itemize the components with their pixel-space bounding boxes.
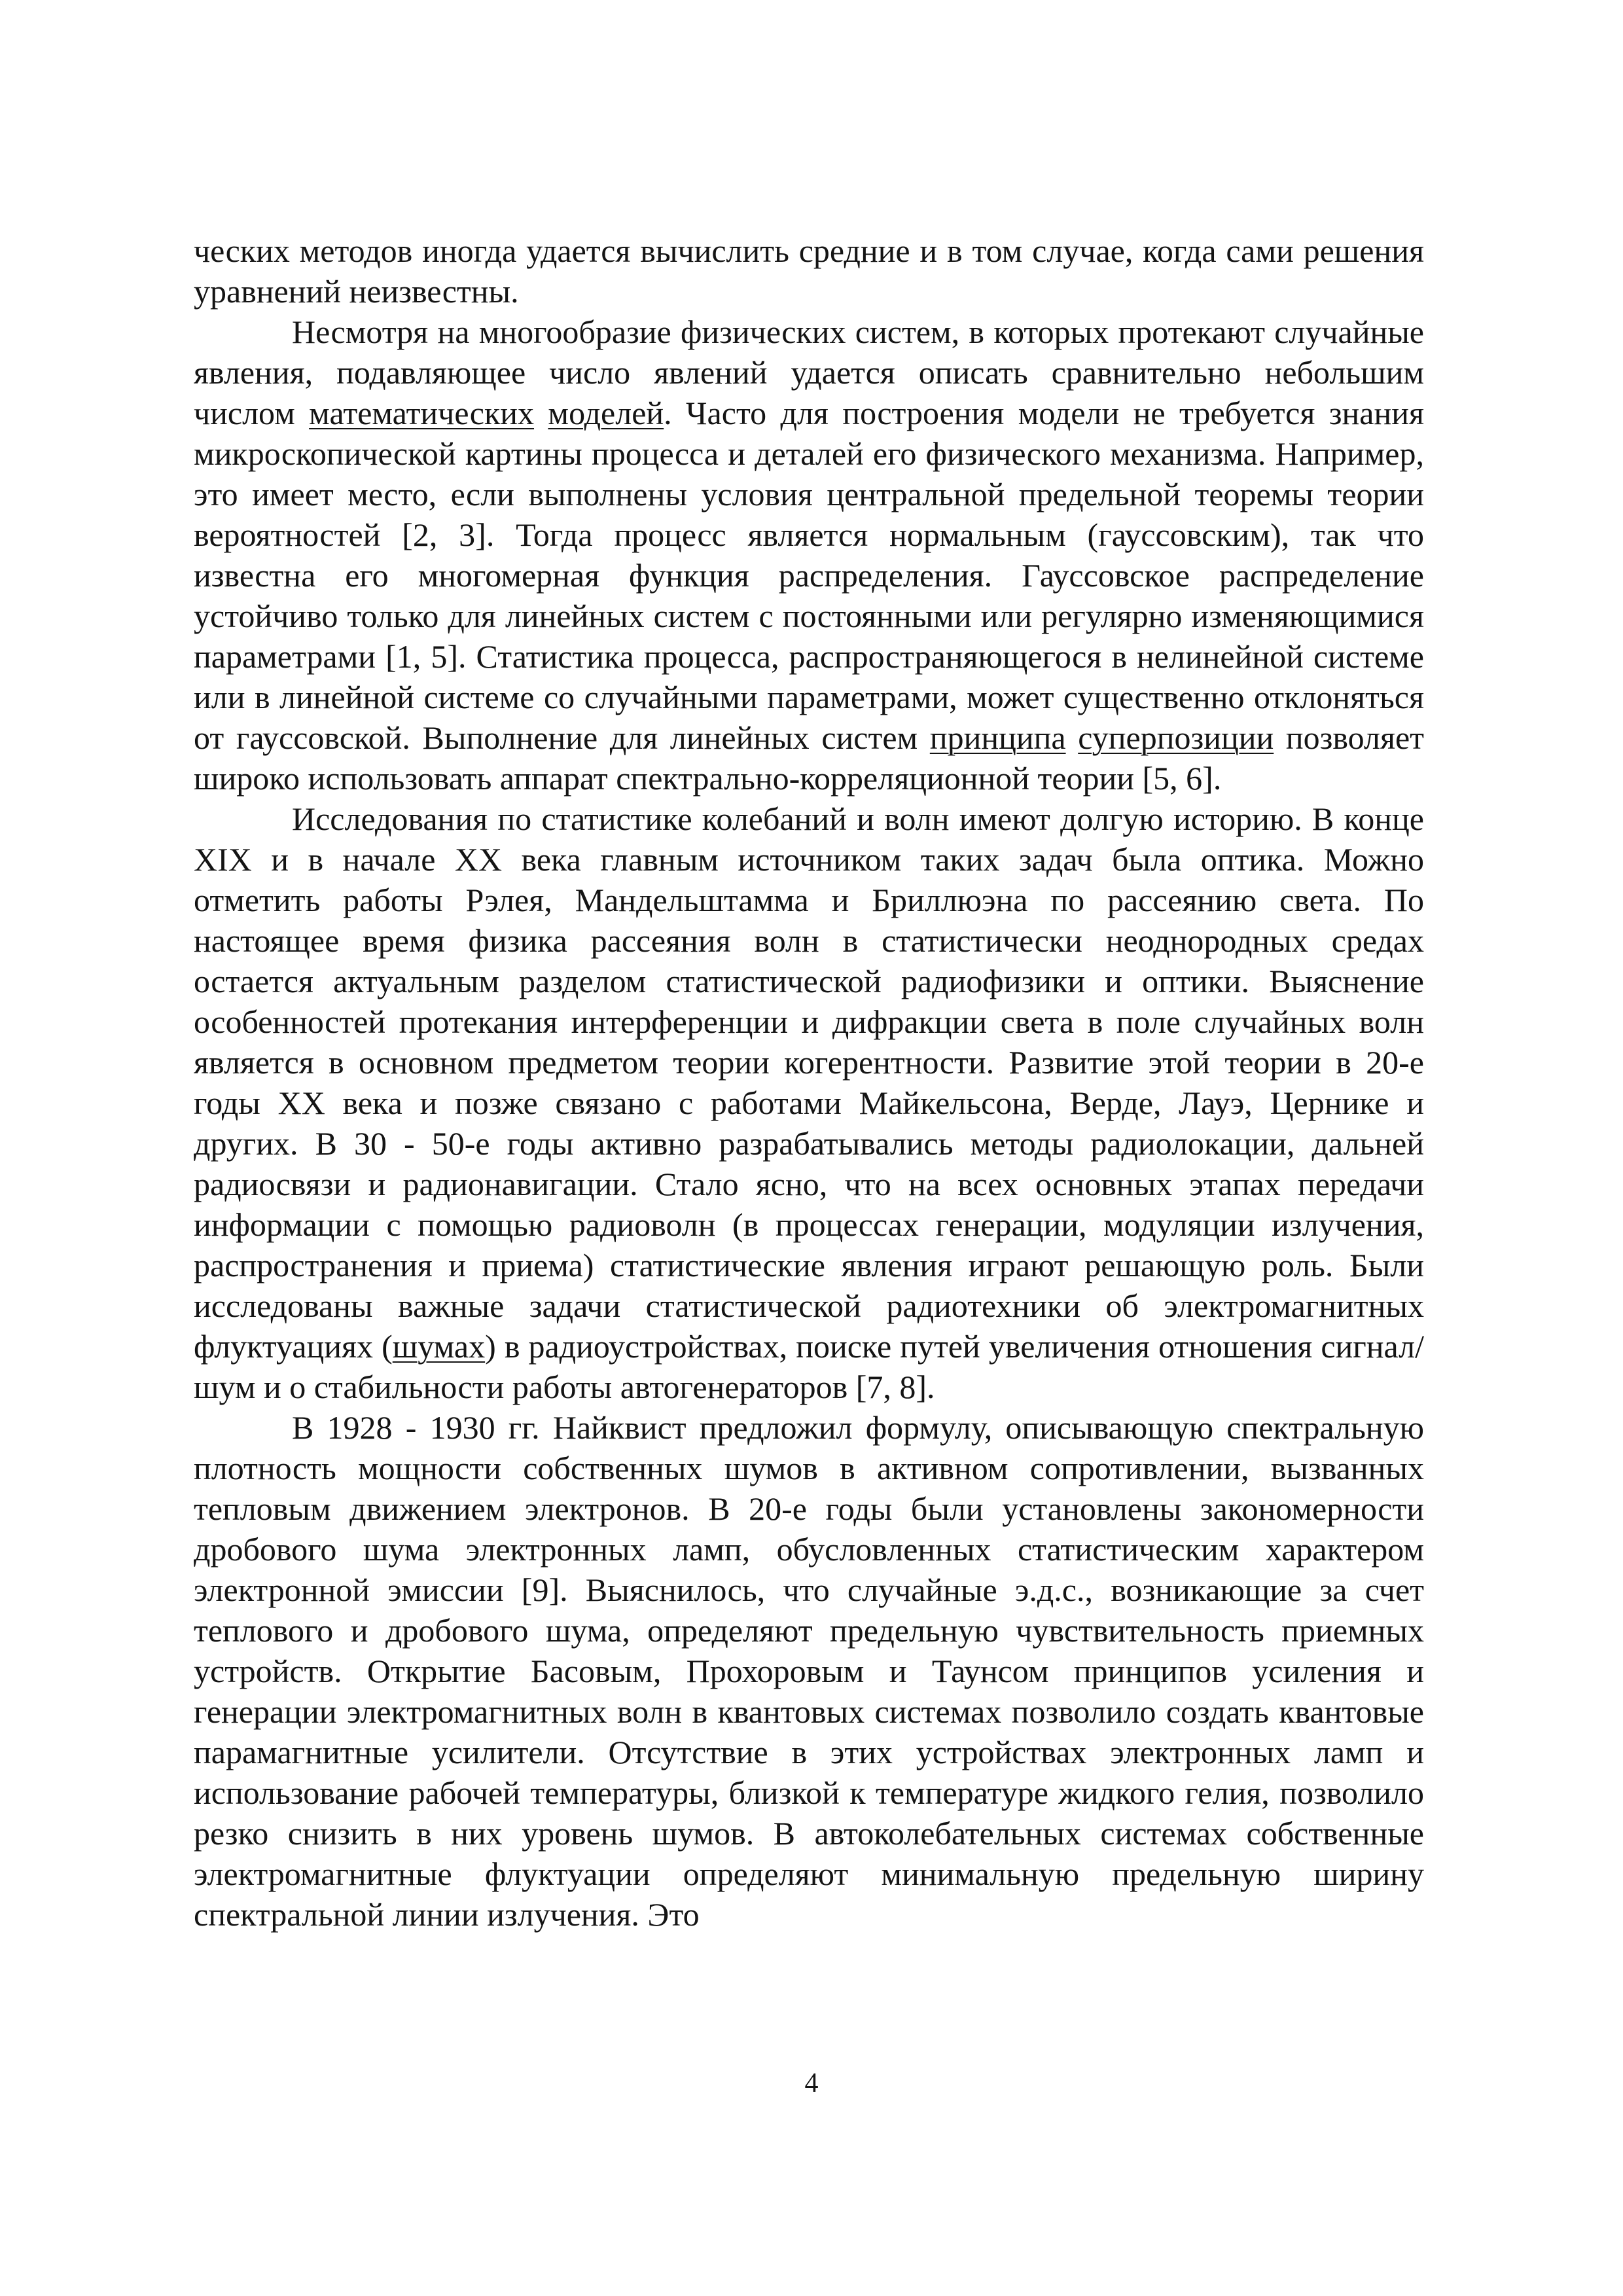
paragraph-2-space [534, 395, 548, 431]
paragraph-4-text: В 1928 - 1930 гг. Найквист предложил формулу, описывающую спектральную плотность мощности собственных шумов в активном сопротивлении, вызванных тепловым движением электронов. В 20-е годы были установлены закономерности дробового шума электронных ламп, обусловленных статистическим характером электронной эмиссии [9]. Выяснилось, что случайные э.д.с., возникающие за счет теплового и дробового шума, определяют предельную чувствительность приемных устройств. Открытие Басовым, Прохоровым и Таунсом принципов усиления и генерации электромагнитных волн в квантовых системах позволило создать квантовые парамагнитные усилители. Отсутствие в этих устройствах электронных ламп и использование рабочей температуры, близкой к температуре жидкого гелия, позволило резко снизить в них уровень шумов. В автоколебательных системах собственные электромагнитные флуктуации определяют минимальную предельную ширину спектральной линии излучения. Это [194, 1409, 1424, 1933]
paragraph-3-text: ) в радиоустройствах, поиске путей увеличения отношения сигнал/шум и о стабильности работы автогенераторов [7, 8]. [194, 1328, 1425, 1405]
underlined-term-shumah: шумах [392, 1328, 486, 1365]
paragraph-2-space [1066, 719, 1079, 756]
underlined-term-matematicheskih: математических [309, 395, 535, 431]
paragraph-4 [194, 1407, 1424, 1935]
paragraph-2-text: позволяет широко использовать аппарат спектрально-корреляционной теории [5, 6]. [194, 719, 1425, 797]
underlined-term-modeley: моделей [548, 395, 664, 431]
page-body [194, 230, 1424, 1935]
paragraph-3-text: Исследования по статистике колебаний и волн имеют долгую историю. В конце XIX и в начале XX века главным источником таких задач была оптика. Можно отметить работы Рэлея, Мандельштамма и Бриллюэна по рассеянию света. По настоящее время физика рассеяния волн в статистически неоднородных средах остается актуальным разделом статистической радиофизики и оптики. Выяснение особенностей протекания интерференции и дифракции света в поле случайных волн является в основном предметом теории когерентности. Развитие этой теории в 20-е годы XX века и позже связано с работами Майкельсона, Верде, Лауэ, Цернике и других. В 30 - 50-е годы активно разрабатывались методы радиолокации, дальней радиосвязи и радионавигации. Стало ясно, что на всех основных этапах передачи информации с помощью радиоволн (в процессах генерации, модуляции излучения, распространения и приема) статистические явления играют решающую роль. Были исследованы важные задачи статистической радиотехники об электромагнитных флуктуациях ( [194, 800, 1424, 1365]
underlined-term-superpozitsii: суперпозиции [1078, 719, 1274, 756]
paragraph-2-text: Несмотря на многообразие физических систем, в которых протекают случайные явления, подавляющее число явлений удается описать сравнительно небольшим числом [194, 314, 1424, 431]
page-number: 4 [804, 2068, 819, 2098]
paragraph-2-text: . Часто для построения модели не требуется знания микроскопической картины процесса и деталей его физического механизма. Например, это имеет место, если выполнены условия центральной предельной теоремы теории вероятностей [2, 3]. Тогда процесс является нормальным (гауссовским), так что известна его многомерная функция распределения. Гауссовское распределение устойчиво только для линейных систем с постоянными или регулярно изменяющимися параметрами [1, 5]. Статистика процесса, распространяющегося в нелинейной системе или в линейной системе со случайными параметрами, может существенно отклоняться от гауссовской. Выполнение для линейных систем [194, 395, 1424, 756]
paragraph-2 [194, 312, 1424, 798]
paragraph-1 [194, 230, 1424, 312]
paragraph-1-text: ческих методов иногда удается вычислить средние и в том случае, когда сами решения уравнений неизвестны. [194, 232, 1424, 310]
paragraph-3 [194, 798, 1424, 1407]
underlined-term-printsipa: принципа [929, 719, 1066, 756]
